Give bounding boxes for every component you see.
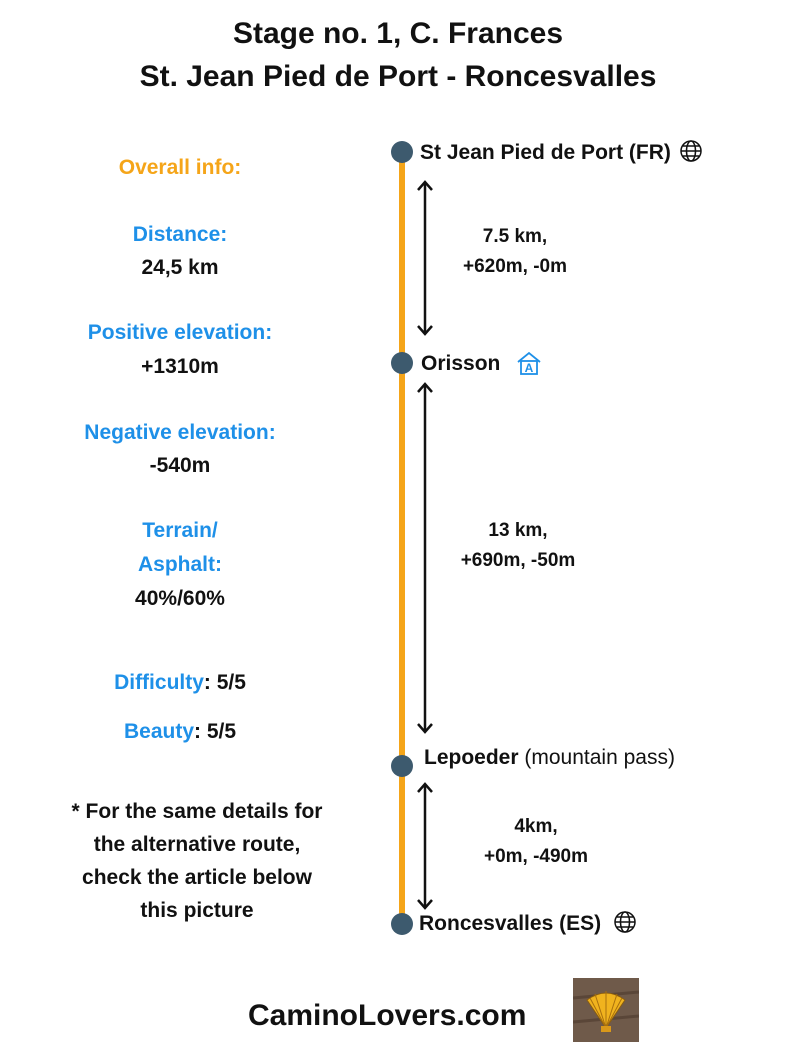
negative-elevation-value: -540m [149, 454, 211, 477]
stop-st-jean-name: St Jean Pied de Port (FR) [420, 141, 671, 164]
terrain-value: 40%/60% [135, 587, 225, 610]
stop-orisson [421, 350, 542, 382]
beauty-value: : 5/5 [194, 720, 237, 743]
distance-value: 24,5 km [141, 256, 219, 279]
globe-icon [613, 910, 637, 940]
scallop-shell-photo [573, 978, 639, 1042]
note-line-4: this picture [140, 899, 254, 922]
route-line [399, 150, 405, 925]
title-line-1: Stage no. 1, C. Frances [232, 17, 564, 50]
stop-dot-roncesvalles [391, 913, 413, 935]
stop-roncesvalles [419, 910, 637, 940]
segment-1-elevation: +620m, -0m [462, 256, 568, 277]
segment-1-info [415, 222, 615, 282]
stop-orisson-name: Orisson [421, 352, 501, 375]
segment-2-distance: 13 km, [488, 520, 548, 541]
globe-icon [679, 139, 703, 169]
positive-elevation-value: +1310m [141, 355, 219, 378]
note-line-2: the alternative route, [93, 833, 301, 856]
overall-info-heading: Overall info: [118, 156, 242, 179]
segment-2-info [418, 516, 618, 576]
segment-3-info [436, 812, 636, 872]
note-line-3: check the article below [82, 866, 312, 889]
alternative-route-note [37, 795, 357, 927]
terrain-label-line-1: Terrain/ [142, 519, 218, 542]
difficulty-row [0, 671, 360, 695]
difficulty-value: : 5/5 [203, 671, 246, 694]
stop-lepoeder-name: Lepoeder [424, 746, 519, 769]
terrain-label-line-2: Asphalt: [138, 553, 222, 576]
positive-elevation-label: Positive elevation: [87, 321, 273, 344]
stop-dot-orisson [391, 352, 413, 374]
segment-1-distance: 7.5 km, [482, 226, 548, 247]
segment-2-elevation: +690m, -50m [460, 550, 576, 571]
site-name: CaminoLovers.com [248, 999, 527, 1032]
stop-dot-lepoeder [391, 755, 413, 777]
stop-st-jean [420, 139, 703, 169]
stop-dot-st-jean [391, 141, 413, 163]
beauty-row [0, 720, 360, 744]
segment-3-elevation: +0m, -490m [483, 846, 589, 867]
segment-3-arrow [414, 782, 436, 910]
negative-elevation-label: Negative elevation: [84, 421, 276, 444]
segment-3-distance: 4km, [514, 816, 558, 837]
albergue-icon-letter: A [524, 361, 534, 375]
distance-label: Distance: [132, 223, 228, 246]
stop-roncesvalles-name: Roncesvalles (ES) [419, 912, 602, 935]
beauty-label: Beauty [123, 720, 194, 743]
stop-lepoeder-suffix: (mountain pass) [518, 746, 675, 769]
stop-lepoeder [424, 746, 675, 770]
note-line-1: * For the same details for [71, 800, 323, 823]
title-line-2: St. Jean Pied de Port - Roncesvalles [139, 60, 657, 93]
difficulty-label: Difficulty [114, 671, 204, 694]
albergue-icon [516, 350, 542, 382]
